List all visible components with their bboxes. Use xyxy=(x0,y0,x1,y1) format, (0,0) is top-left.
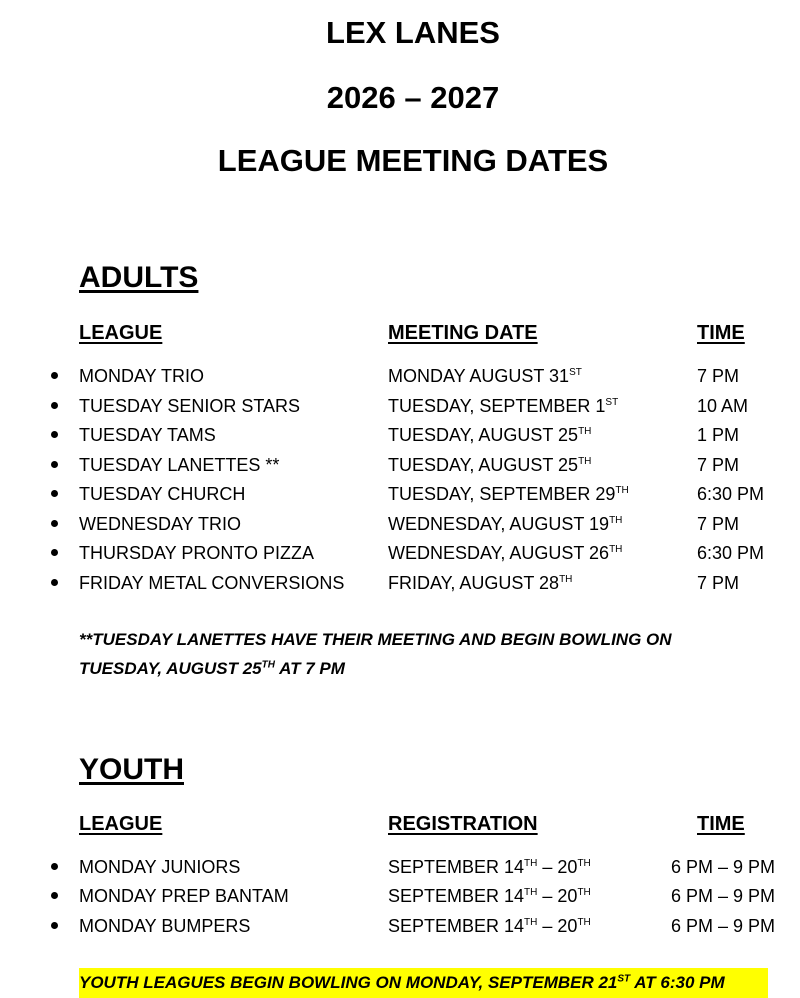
meeting-date: WEDNESDAY, AUGUST 19TH xyxy=(388,514,623,534)
bullet-icon xyxy=(51,402,58,409)
league-name: TUESDAY TAMS xyxy=(79,425,216,445)
meeting-date: TUESDAY, SEPTEMBER 29TH xyxy=(388,484,629,504)
league-name: TUESDAY LANETTES ** xyxy=(79,455,280,475)
league-name: WEDNESDAY TRIO xyxy=(79,514,242,534)
meeting-time: 7 PM xyxy=(697,573,740,593)
bullet-icon xyxy=(51,461,58,468)
note-line-1: **TUESDAY LANETTES HAVE THEIR MEETING AND BEGIN BOWLING ON xyxy=(79,630,672,649)
adult-league-row xyxy=(0,361,800,391)
bullet-icon xyxy=(51,490,58,497)
bullet-icon xyxy=(51,372,58,379)
registration-time: 6 PM – 9 PM xyxy=(671,886,776,906)
note-line-2: TUESDAY, AUGUST 25TH AT 7 PM xyxy=(79,659,345,678)
league-name: MONDAY BUMPERS xyxy=(79,916,251,936)
league-name: THURSDAY PRONTO PIZZA xyxy=(79,543,315,563)
bullet-icon xyxy=(51,892,58,899)
meeting-date: TUESDAY, SEPTEMBER 1ST xyxy=(388,396,619,416)
meeting-date: FRIDAY, AUGUST 28TH xyxy=(388,573,573,593)
document-subtitle: LEAGUE MEETING DATES xyxy=(217,143,609,178)
adults-heading: ADULTS xyxy=(79,261,199,294)
league-name: TUESDAY CHURCH xyxy=(79,484,246,504)
bullet-icon xyxy=(51,863,58,870)
youth-league-column-header: LEAGUE xyxy=(79,813,163,835)
adults-league-column-header: LEAGUE xyxy=(79,322,163,344)
meeting-date: TUESDAY, AUGUST 25TH xyxy=(388,455,592,475)
lanettes-note xyxy=(79,625,759,683)
youth-league-row xyxy=(0,881,800,911)
youth-heading: YOUTH xyxy=(79,753,184,786)
season-years: 2026 – 2027 xyxy=(326,80,500,115)
adult-league-row xyxy=(0,568,800,598)
bullet-icon xyxy=(51,549,58,556)
document-title: LEX LANES xyxy=(326,15,500,50)
adult-league-row xyxy=(0,391,800,421)
registration-time: 6 PM – 9 PM xyxy=(671,857,776,877)
registration-time: 6 PM – 9 PM xyxy=(671,916,776,936)
registration-dates: SEPTEMBER 14TH – 20TH xyxy=(388,857,591,877)
youth-league-row xyxy=(0,852,800,882)
bullet-icon xyxy=(51,520,58,527)
meeting-time: 6:30 PM xyxy=(697,543,765,563)
meeting-date: MONDAY AUGUST 31ST xyxy=(388,366,582,386)
meeting-time: 6:30 PM xyxy=(697,484,765,504)
adult-league-row xyxy=(0,509,800,539)
meeting-time: 7 PM xyxy=(697,366,740,386)
adult-league-row xyxy=(0,450,800,480)
adult-league-row xyxy=(0,420,800,450)
adult-league-row xyxy=(0,479,800,509)
league-name: MONDAY TRIO xyxy=(79,366,205,386)
meeting-time: 1 PM xyxy=(697,425,740,445)
league-name: MONDAY JUNIORS xyxy=(79,857,241,877)
adult-league-row xyxy=(0,538,800,568)
meeting-date: WEDNESDAY, AUGUST 26TH xyxy=(388,543,623,563)
league-name: MONDAY PREP BANTAM xyxy=(79,886,289,906)
youth-league-row xyxy=(0,911,800,941)
meeting-time: 10 AM xyxy=(697,396,749,416)
meeting-date: TUESDAY, AUGUST 25TH xyxy=(388,425,592,445)
registration-dates: SEPTEMBER 14TH – 20TH xyxy=(388,886,591,906)
registration-dates: SEPTEMBER 14TH – 20TH xyxy=(388,916,591,936)
adults-time-column-header: TIME xyxy=(697,322,745,344)
youth-registration-column-header: REGISTRATION xyxy=(388,813,538,835)
bullet-icon xyxy=(51,922,58,929)
meeting-time: 7 PM xyxy=(697,514,740,534)
league-name: TUESDAY SENIOR STARS xyxy=(79,396,301,416)
youth-start-banner: YOUTH LEAGUES BEGIN BOWLING ON MONDAY, SEPTEMBER 21ST AT 6:30 PM xyxy=(79,968,768,998)
adults-date-column-header: MEETING DATE xyxy=(388,322,538,344)
bullet-icon xyxy=(51,579,58,586)
youth-time-column-header: TIME xyxy=(697,813,745,835)
bullet-icon xyxy=(51,431,58,438)
league-name: FRIDAY METAL CONVERSIONS xyxy=(79,573,345,593)
meeting-time: 7 PM xyxy=(697,455,740,475)
